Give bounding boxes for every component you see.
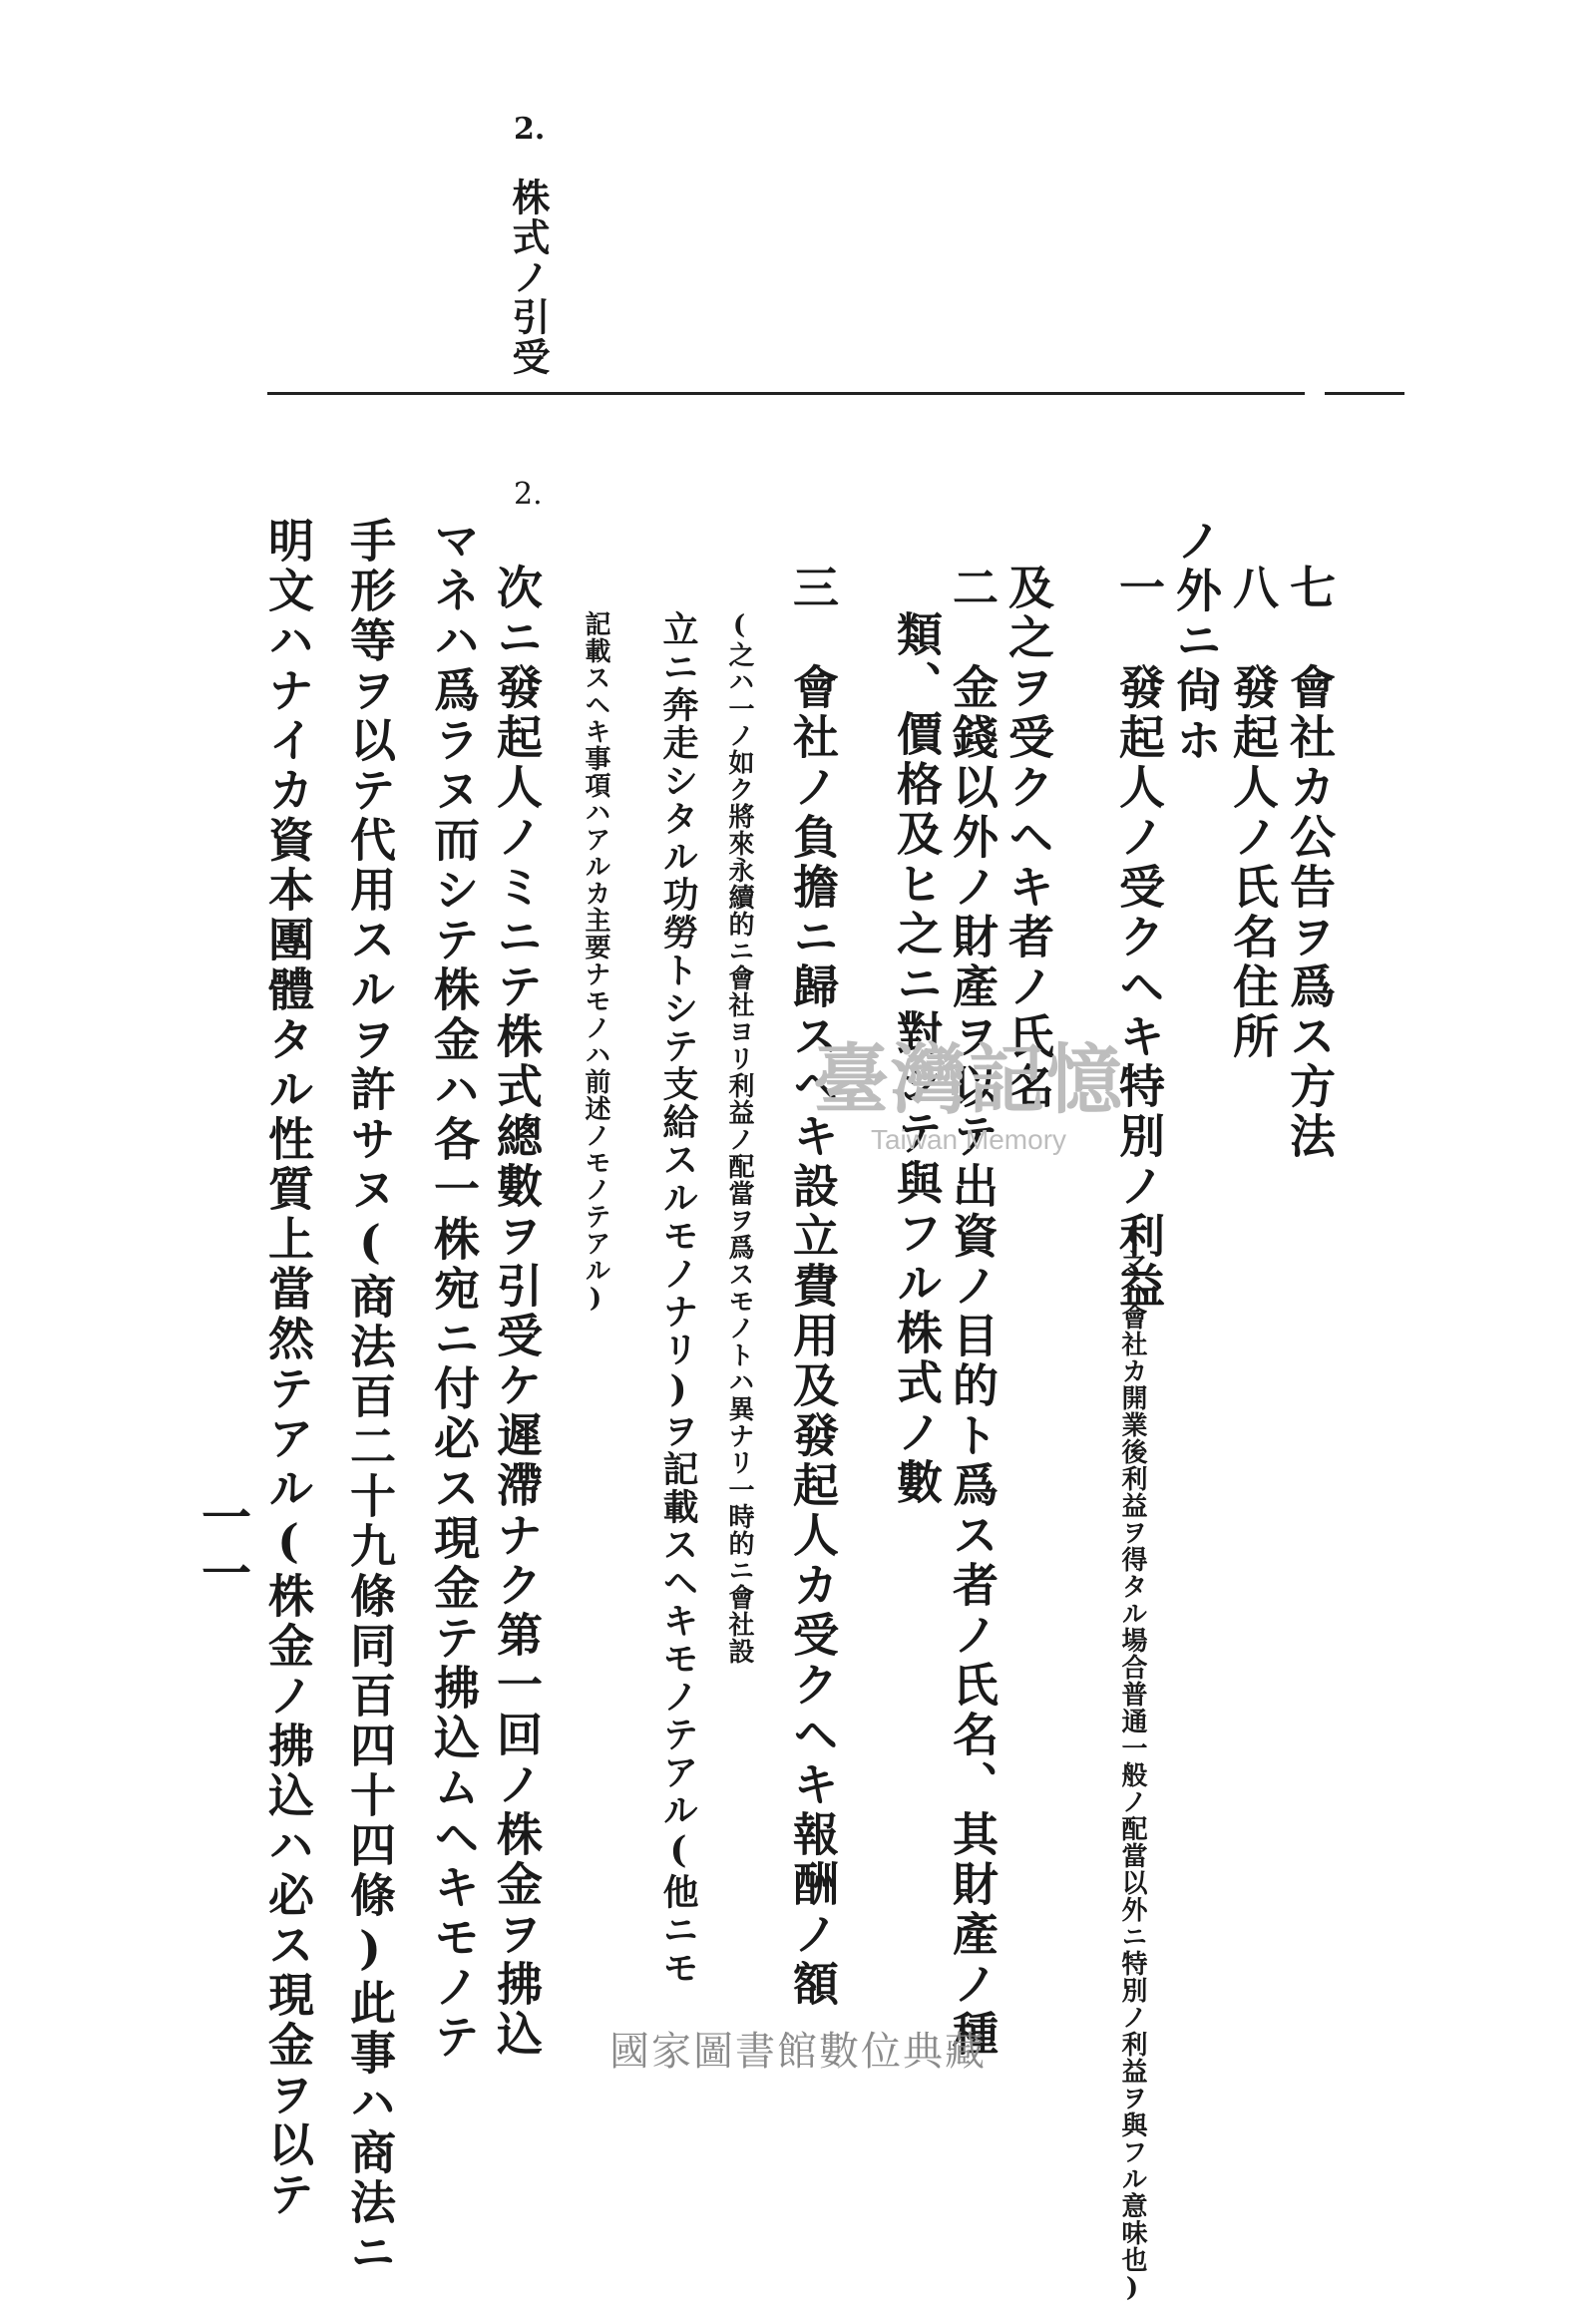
text-line-para-2: マネハ爲ラヌ而シテ株金ハ各一株宛ニ付必ス現金テ拂込ムヘキモノテ xyxy=(427,517,481,2063)
text-line-item-3: 三 會社ノ負擔ニ歸スヘキ設立費用及發起人カ受クヘキ報酬ノ額 xyxy=(786,564,840,2010)
section-number: 2. xyxy=(514,112,546,147)
text-line-item-3-cont: 立ニ奔走シタル功勞トシテ支給スルモノナリ)ヲ記載スヘキモノテアル(他ニモ xyxy=(657,610,699,1987)
paragraph-number: 2. xyxy=(514,477,543,512)
annotation-line-3: 記載スヘキ事項ハアルカ主要ナモノハ前述ノモノテアル) xyxy=(581,610,610,1315)
section-title: 株式ノ引受 xyxy=(506,178,551,377)
header-rule-tail xyxy=(1325,392,1404,395)
text-line-para-3: 手形等ヲ以テ代用スルヲ許サヌ(商法百二十九條同百四十四條)此事ハ商法ニ xyxy=(343,517,397,2278)
header-rule xyxy=(267,392,1305,395)
text-line-7: 七 會社カ公告ヲ爲ス方法 xyxy=(1283,564,1337,1162)
annotation-line-1: (之ハ會社カ開業後利益ヲ得タル場合普通一般ノ配當以外ニ特別ノ利益ヲ與フル意味也) xyxy=(1117,1219,1147,2304)
watermark xyxy=(813,1019,1124,1156)
text-line-continuation: ノ外ニ尙ホ xyxy=(1169,517,1223,766)
text-line-para-4: 明文ハナイカ資本團體タル性質上當然テアル(株金ノ拂込ハ必ス現金ヲ以テ xyxy=(261,517,315,2220)
text-line-item-2-cont: 類、價格及ヒ之ニ對シテ與フル株式ノ數 xyxy=(890,610,944,1508)
text-line-item-2: 二 金錢以外ノ財產ヲ以テ出資ノ目的ト爲ス者ノ氏名、其財產ノ種 xyxy=(946,564,999,2060)
footer-caption: 國家圖書館數位典藏 xyxy=(609,2029,987,2075)
text-line-item-1: 一 發起人ノ受クヘキ特別ノ利益 xyxy=(1112,564,1166,1312)
watermark-english: Taiwan Memory xyxy=(870,1124,1067,1155)
watermark-chinese: 臺灣記憶 xyxy=(813,1035,1124,1124)
text-line-8: 八 發起人ノ氏名住所 xyxy=(1226,564,1280,1062)
page-number: 一一 xyxy=(194,1491,252,1603)
text-line-item-1-cont: 及之ヲ受クヘキ者ノ氏名 xyxy=(1001,564,1055,1112)
annotation-line-2: (之ハ一ノ如ク將來永續的ニ會社ヨリ利益ノ配當ヲ爲スモノトハ異ナリ一時的ニ會社設 xyxy=(724,610,754,1665)
text-line-para-1: 次ニ發起人ノミニテ株式總數ヲ引受ケ遲滯ナク第一回ノ株金ヲ拂込 xyxy=(490,564,544,2060)
